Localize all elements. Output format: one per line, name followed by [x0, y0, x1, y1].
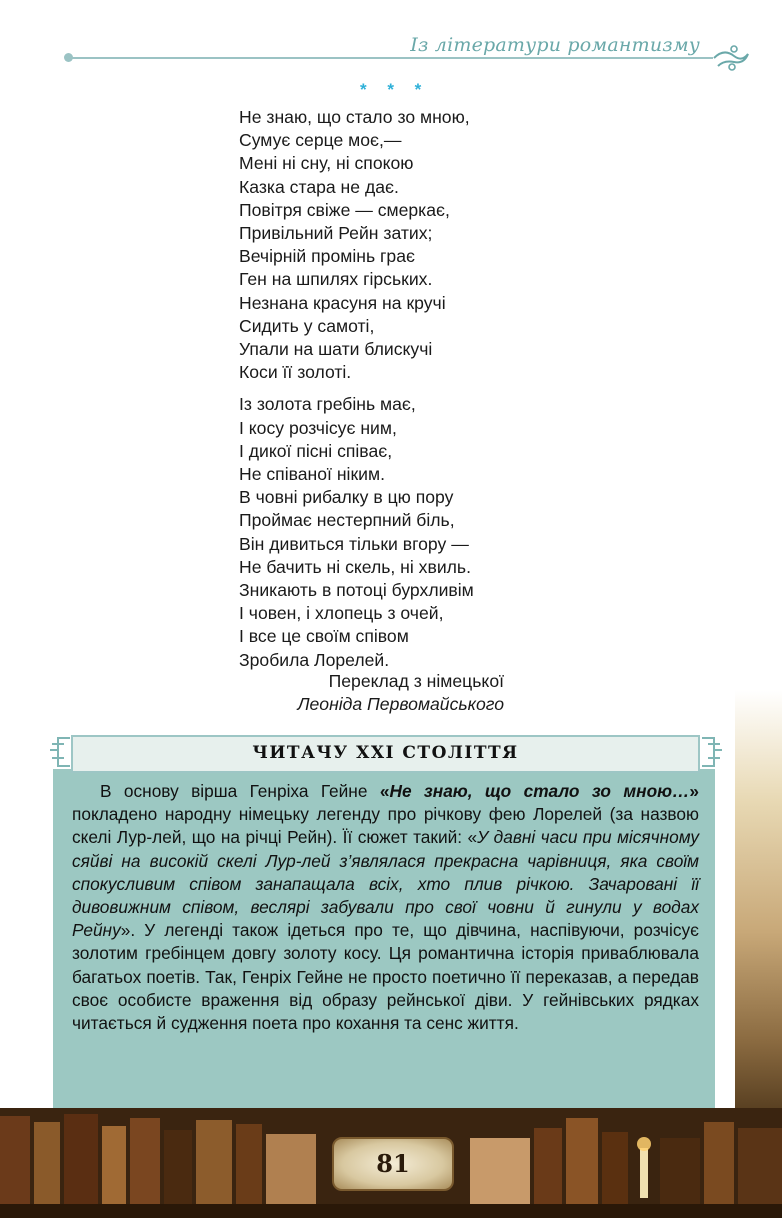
poem-line: Коси її золоті.	[239, 362, 352, 383]
poem-line: І косу розчісує ним,	[239, 417, 397, 438]
poem-line: Казка стара не дає.	[239, 176, 399, 197]
poem-line: Мені ні сну, ні спокою	[239, 153, 414, 174]
poem-line: Повітря свіже — смеркає,	[239, 199, 450, 220]
poem-line: Зникають в потоці бурхливім	[239, 580, 474, 601]
decorative-background	[735, 690, 782, 1130]
poem-line: Сумує серце моє,—	[239, 130, 402, 151]
page-number: 81	[376, 1149, 410, 1178]
corner-square	[703, 1098, 710, 1105]
translator-name: Леоніда Первомайського	[297, 694, 504, 714]
left-bracket-icon	[48, 736, 72, 768]
corner-square	[58, 776, 65, 783]
poem-line: Зробила Лорелей.	[239, 649, 390, 670]
poem-line: Не бачить ні скель, ні хвиль.	[239, 556, 471, 577]
translation-label: Переклад з німецької	[328, 671, 504, 691]
reader-box-title-bar	[71, 735, 700, 773]
poem	[239, 106, 539, 681]
quote-close: »	[689, 781, 699, 801]
translation-credit	[297, 670, 504, 716]
paragraph-text: В основу вірша Генріха Гейне	[100, 781, 380, 801]
right-bracket-icon	[700, 736, 724, 768]
poem-line: Упали на шати блискучі	[239, 339, 433, 360]
section-stars: * * *	[360, 80, 430, 99]
poem-line: Незнана красуня на кручі	[239, 292, 446, 313]
reader-box-title: ЧИТАЧУ XXI СТОЛІТТЯ	[252, 743, 519, 763]
poem-line: Ген на шпилях гірських.	[239, 269, 433, 290]
corner-square	[58, 1098, 65, 1105]
header-rule-dot	[64, 53, 73, 62]
poem-line: Він дивиться тільки вгору —	[239, 533, 469, 554]
poem-line: Не співаної ніким.	[239, 464, 385, 485]
paragraph-text: покладено народну німецьку легенду про річкову фею Лорелей (за назвою скелі Лур-лей, що на річці Рейн). Її сюжет такий: «	[72, 804, 699, 848]
poem-line: І човен, і хлопець з очей,	[239, 603, 444, 624]
page-number-badge	[332, 1137, 454, 1191]
poem-title-ref: Не знаю, що стало зо мною…	[389, 781, 690, 801]
stanza-2	[239, 393, 539, 671]
corner-square	[703, 776, 710, 783]
paragraph-text: ». У легенді також ідеться про те, що дівчина, наспівуючи, розчісує золотим гребінцем довгу золоту косу. Ця романтична історія приваблювала багатьох поетів. Так, Генріх Гейне не просто поетично її переказав, а передав своє особисте враження від образу рейнської діви. У гейнівських рядках читається й судження поета про кохання та сенс життя.	[72, 920, 699, 1034]
flourish-icon	[712, 40, 752, 74]
poem-line: В човні рибалку в цю пору	[239, 487, 454, 508]
quote-open: «	[379, 781, 390, 801]
poem-line: І все це своїм співом	[239, 626, 409, 647]
legend-quote: У давні часи при місячному сяйві на високій скелі Лур-лей з’являлася прекрасна чарівниця, яка своїм спокусливим співом занапащала всіх, хто плив річкою. Зачаровані її дивовижним співом, веслярі забували про свої човни й гинули у водах Рейну	[72, 827, 699, 941]
reader-paragraph	[72, 780, 699, 1035]
poem-line: Сидить у самоті,	[239, 315, 375, 336]
poem-line: Із золота гребінь має,	[239, 394, 416, 415]
poem-line: Не знаю, що стало зо мною,	[239, 107, 470, 127]
poem-line: Вечірній промінь грає	[239, 246, 415, 267]
poem-line: І дикої пісні співає,	[239, 440, 393, 461]
poem-line: Привільний Рейн затих;	[239, 223, 433, 244]
stanza-1	[239, 106, 539, 384]
poem-line: Проймає нестерпний біль,	[239, 510, 455, 531]
header-rule	[68, 57, 713, 59]
running-header-title: Із літератури романтизму	[410, 34, 700, 56]
reader-box-text	[72, 780, 699, 1035]
